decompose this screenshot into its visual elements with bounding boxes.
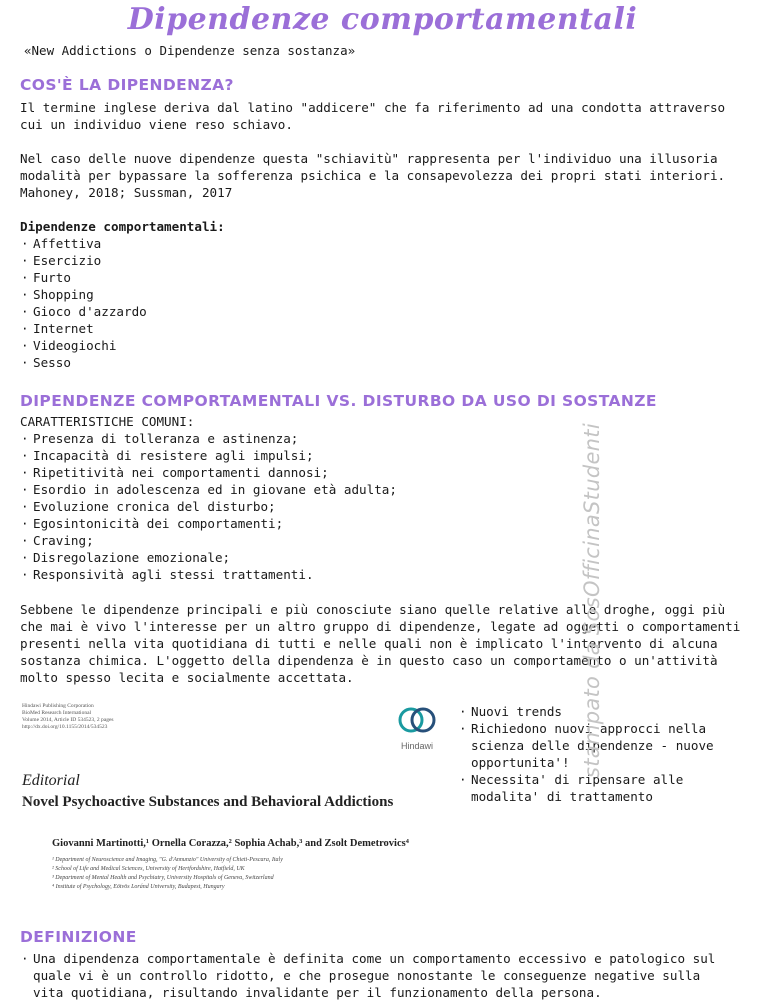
subtitle: «New Addictions o Dipendenze senza sostanza» (24, 43, 356, 58)
behavioral-list-title: Dipendenze comportamentali: (20, 219, 225, 234)
side-notes-list (458, 703, 758, 805)
list-item: · Internet (20, 320, 320, 337)
paper-title: Novel Psychoactive Substances and Behavioral Addictions (22, 794, 394, 810)
citation: Mahoney, 2018; Sussman, 2017 (20, 185, 233, 200)
list-item: · Incapacità di resistere agli impulsi; (20, 447, 620, 464)
hindawi-rings-icon (394, 702, 440, 738)
section-heading-definition: DEFINIZIONE (20, 928, 137, 946)
list-item: · Presenza di tolleranza e astinenza; (20, 430, 620, 447)
section-heading-comparison: DIPENDENZE COMPORTAMENTALI VS. DISTURBO DA USO DI SOSTANZE (20, 392, 657, 410)
list-item: · Affettiva (20, 235, 320, 252)
hindawi-logo: Hindawi (394, 702, 440, 751)
section-heading-what-is: COS'È LA DIPENDENZA? (20, 76, 234, 94)
list-item: · Furto (20, 269, 320, 286)
paper-excerpt (14, 700, 454, 900)
common-features-subheading: CARATTERISTICHE COMUNI: (20, 414, 195, 429)
list-item: · Una dipendenza comportamentale è definita come un comportamento eccessivo e patologico sul quale vi è un controllo ridotto, e che prosegue nonostante le conseguenze negative sulla vita quotidiana, risultando invalidante per il funzionamento della persona. (20, 950, 725, 1001)
definition-list (20, 950, 725, 1001)
list-item: · Necessita' di ripensare alle modalita' di trattamento (458, 771, 758, 805)
list-item: · Disregolazione emozionale; (20, 549, 620, 566)
definition-paragraph: Il termine inglese deriva dal latino "addicere" che fa riferimento ad una condotta attraverso cui un individuo viene reso schiavo. (20, 100, 726, 132)
watermark: stampato da SosOfficinaStudenti (580, 423, 604, 778)
list-item: · Sesso (20, 354, 320, 371)
paper-authors: Giovanni Martinotti,¹ Ornella Corazza,² Sophia Achab,³ and Zsolt Demetrovics⁴ (52, 838, 409, 849)
list-item: · Esercizio (20, 252, 320, 269)
drugs-context-paragraph: Sebbene le dipendenze principali e più conosciute siano quelle relative alle droghe, oggi più che mai è vivo l'interesse per un altro gruppo di dipendenze, legate ad oggetti o comportamenti presenti nella vita quotidiana di tutti e nelle quali non è implicato l'intervento di alcuna sostanza chimica. L'oggetto della dipendenza è in questo caso un comportamento o un'attività molto spesso lecita e socialmente accettata. (20, 602, 741, 685)
list-item: · Gioco d'azzardo (20, 303, 320, 320)
list-item: · Ripetitività nei comportamenti dannosi; (20, 464, 620, 481)
list-item: · Egosintonicità dei comportamenti; (20, 515, 620, 532)
article-type: Editorial (22, 772, 80, 789)
list-item: · Shopping (20, 286, 320, 303)
paper-affiliations: ¹ Department of Neuroscience and Imaging, "G. d'Annunzio" University of Chieti-Pescara, Italy ² School of Life and Medical Sciences, University of Hertfordshire, Hatfield, UK ³ Department of Mental Health and Psychiatry, University Hospitals of Geneva, Switzerland ⁴ Institute of Psychology, Eötvös Loránd University, Budapest, Hungary (52, 857, 283, 890)
journal-info: Hindawi Publishing Corporation BioMed Research International Volume 2014, Article ID 534523, 2 pages http://dx.doi.org/10.1155/2014/534523 (22, 703, 114, 730)
list-item: · Nuovi trends (458, 703, 758, 720)
list-item: · Responsività agli stessi trattamenti. (20, 566, 620, 583)
new-addictions-paragraph: Nel caso delle nuove dipendenze questa "schiavitù" rappresenta per l'individuo una illusoria modalità per bypassare la sofferenza psichica e la consapevolezza dei propri stati interiori. (20, 151, 726, 183)
page-title: Dipendenze comportamentali (127, 2, 638, 37)
behavioral-addictions-list (20, 235, 320, 371)
list-item: · Evoluzione cronica del disturbo; (20, 498, 620, 515)
list-item: · Craving; (20, 532, 620, 549)
list-item: · Richiedono nuovi approcci nella scienza delle dipendenze - nuove opportunita'! (458, 720, 758, 771)
common-features-list (20, 430, 620, 583)
list-item: · Videogiochi (20, 337, 320, 354)
list-item: · Esordio in adolescenza ed in giovane età adulta; (20, 481, 620, 498)
